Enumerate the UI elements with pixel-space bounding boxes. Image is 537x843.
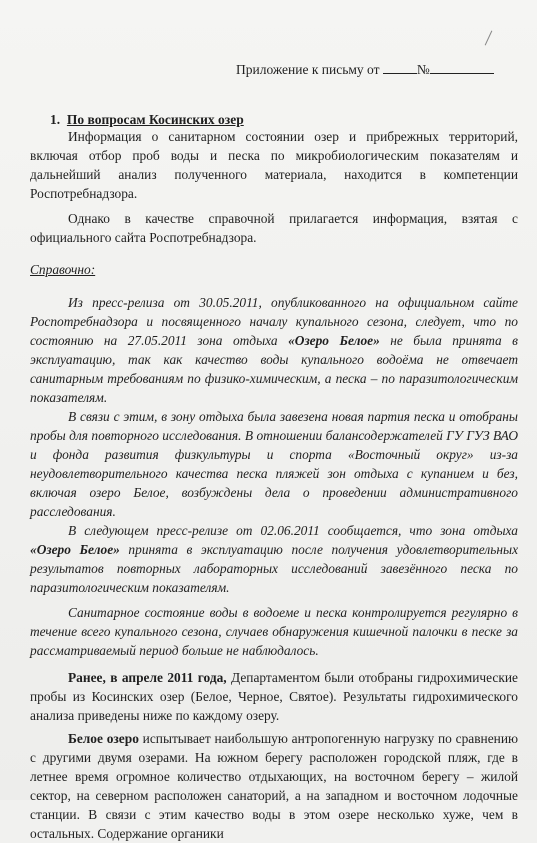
number-blank xyxy=(430,61,494,74)
section-number: 1. xyxy=(50,112,61,127)
reference-paragraph-2: В связи с этим, в зону отдыха была завезена новая партия песка и отобраны пробы для повторного исследования. В отношении балансодержателей ГУ ГУЗ ВАО и фонда развития физкультуры и спорта «Восточный округ» из-за неудовлетворительного качества песка пляжей зон отдыха с купанием и без, включая озеро Белое, возбуждены дела о проведении административного расследования. xyxy=(30,408,518,519)
main-paragraph-1: Ранее, в апреле 2011 года, Департаментом были отобраны гидрохимические пробы из Косинских озер (Белое, Черное, Святое). Результаты гидрохимического анализа приведены ниже по каждому озеру. xyxy=(30,669,518,723)
reference-paragraph-4: Санитарное состояние воды в водоеме и песка контролируется регулярно в течение всего купального сезона, случаев обнаружения кишечной палочки в песке за рассматриваемый период больше не наблюдалось. xyxy=(30,604,518,658)
reference-paragraph-1: Из пресс-релиза от 30.05.2011, опубликованного на официальном сайте Роспотребнадзора и посвященного началу купального сезона, следует, что по состоянию на 27.05.2011 зона отдыха «Озеро Белое» не была принята в эксплуатацию, так как качество воды купального водоёма не отвечает санитарным требованиям по физико-химическим, а песка – по паразитологическим показателям. xyxy=(30,294,518,405)
attachment-label: Приложение к письму от xyxy=(236,62,380,77)
intro-paragraph-2: Однако в качестве справочной прилагается информация, взятая с официального сайта Роспотребнадзора. xyxy=(30,211,518,245)
pen-mark xyxy=(485,31,493,46)
reference-paragraph-3: В следующем пресс-релизе от 02.06.2011 сообщается, что зона отдыха «Озеро Белое» принята в эксплуатацию после получения удовлетворительных результатов повторных лабораторных исследований завезённого песка по паразитологическим показателям. xyxy=(30,522,519,595)
reference-label: Справочно: xyxy=(30,262,96,278)
date-blank xyxy=(383,61,417,74)
intro-paragraph-1: Информация о санитарном состоянии озер и прибрежных территорий, включая отбор проб воды и песка по микробиологическим показателям и дальнейший анализ полученного материала, находится в компетенции Роспотребнадзора. xyxy=(30,129,518,201)
section-title: По вопросам Косинских озер xyxy=(66,112,244,127)
document-body xyxy=(30,127,518,843)
section-heading xyxy=(50,112,244,128)
main-paragraph-2: Белое озеро испытывает наибольшую антропогенную нагрузку по сравнению с другими двумя озерами. На южном берегу расположен городской пляж, где в летнее время огромное количество отдыхающих, на восточном берегу – жилой сектор, на северном расположен санаторий, а на западном и восточном лодочные станции. В связи с этим качество воды в этом озере несколько хуже, чем в остальных. Содержание органики xyxy=(30,730,518,841)
number-sign: № xyxy=(416,62,430,77)
attachment-header xyxy=(236,61,494,78)
